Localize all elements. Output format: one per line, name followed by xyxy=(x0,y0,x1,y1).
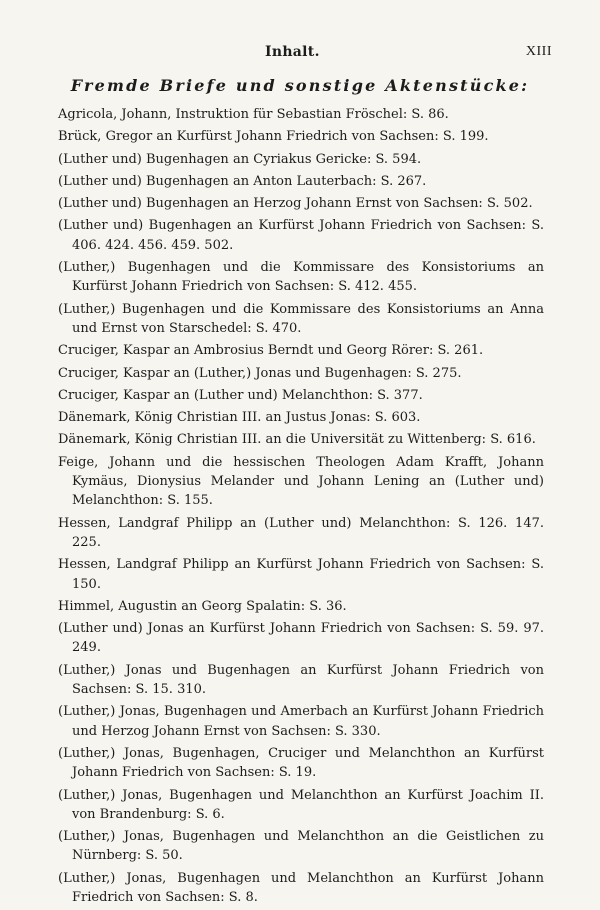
list-item: (Luther und) Jonas an Kurfürst Johann Friedrich von Sachsen: S. 59. 97. 249. xyxy=(58,621,544,656)
list-item: Cruciger, Kaspar an Ambrosius Berndt und Georg Rörer: S. 261. xyxy=(58,343,484,359)
list-item: Cruciger, Kaspar an (Luther,) Jonas und Bugenhagen: S. 275. xyxy=(58,365,462,381)
list-item: Dänemark, König Christian III. an die Universität zu Wittenberg: S. 616. xyxy=(58,432,536,448)
list-item: (Luther,) Jonas, Bugenhagen, Cruciger und Melanchthon an Kurfürst Johann Friedrich von Sachsen: S. 19. xyxy=(58,745,544,781)
list-item: (Luther und) Bugenhagen an Cyriakus Gericke: S. 594. xyxy=(58,151,422,167)
list-item: Agricola, Johann, Instruktion für Sebastian Fröschel: S. 86. xyxy=(58,107,449,122)
list-item: (Luther und) Bugenhagen an Herzog Johann Ernst von Sachsen: S. 502. xyxy=(58,196,533,212)
entry-list xyxy=(58,105,544,910)
list-item: Himmel, Augustin an Georg Spalatin: S. 36. xyxy=(58,598,347,614)
list-item: (Luther,) Jonas, Bugenhagen und Melanchthon an die Geistlichen zu Nürnberg: S. 50. xyxy=(58,829,544,864)
list-item: Dänemark, König Christian III. an Justus Jonas: S. 603. xyxy=(58,410,421,426)
list-item: (Luther,) Jonas, Bugenhagen und Melanchthon an Kurfürst Johann Friedrich von Sachsen: S. 8. xyxy=(58,870,544,905)
section-title: Fremde Briefe und sonstige Aktenstücke: xyxy=(70,76,530,95)
list-item: (Luther,) Bugenhagen und die Kommissare des Konsistoriums an Anna und Ernst von Starschedel: S. 470. xyxy=(58,301,544,336)
list-item: (Luther und) Bugenhagen an Kurfürst Johann Friedrich von Sachsen: S. 406. 424. 456. 459. 502. xyxy=(58,218,544,253)
list-item: (Luther,) Jonas, Bugenhagen und Amerbach an Kurfürst Johann Friedrich und Herzog Johann Ernst von Sachsen: S. 330. xyxy=(58,704,544,739)
list-item: Brück, Gregor an Kurfürst Johann Friedrich von Sachsen: S. 199. xyxy=(58,129,489,145)
list-item: Feige, Johann und die hessischen Theologen Adam Krafft, Johann Kymäus, Dionysius Melander und Johann Lening an (Luther und) Melanchthon: S. 155. xyxy=(58,454,544,509)
list-item: (Luther,) Bugenhagen und die Kommissare des Konsistoriums an Kurfürst Johann Friedrich von Sachsen: S. 412. 455. xyxy=(58,260,544,295)
list-item: (Luther und) Bugenhagen an Anton Lauterbach: S. 267. xyxy=(58,173,427,189)
page-number: XIII xyxy=(525,44,552,59)
list-item: Hessen, Landgraf Philipp an (Luther und) Melanchthon: S. 126. 147. 225. xyxy=(58,515,544,550)
list-item: (Luther,) Jonas und Bugenhagen an Kurfürst Johann Friedrich von Sachsen: S. 15. 310. xyxy=(58,662,544,698)
list-item: (Luther,) Jonas, Bugenhagen und Melanchthon an Kurfürst Joachim II. von Brandenburg: S. 6. xyxy=(58,787,544,822)
list-item: Hessen, Landgraf Philipp an Kurfürst Johann Friedrich von Sachsen: S. 150. xyxy=(58,557,544,592)
list-item: Cruciger, Kaspar an (Luther und) Melanchthon: S. 377. xyxy=(58,387,423,403)
running-title: Inhalt. xyxy=(265,44,320,60)
